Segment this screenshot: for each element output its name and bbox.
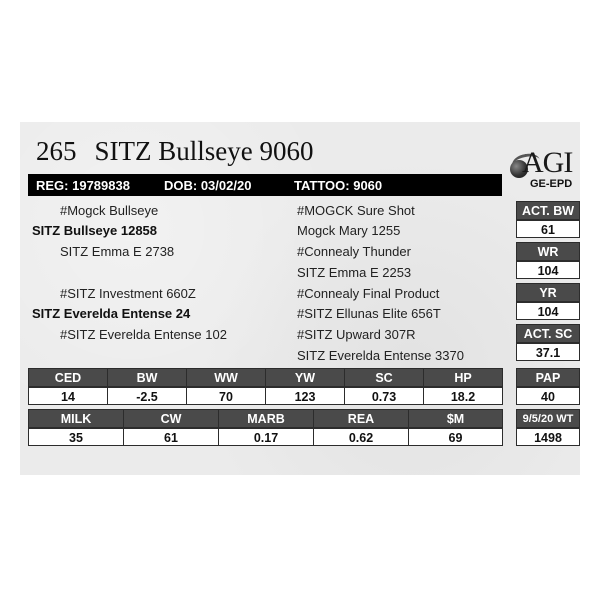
registration-bar (28, 174, 502, 196)
pedigree-dam-sire: SITZ Everelda Entense 24 (32, 306, 191, 321)
pedigree-dam-dam-sire-sire: #Connealy Final Product (297, 286, 440, 301)
pedigree-sire-dam-dam-sire: #Connealy Thunder (297, 244, 411, 259)
epd-value-dollar-m: 69 (408, 428, 503, 446)
epd-header-ww: WW (186, 368, 266, 387)
epd-value-bw: -2.5 (107, 387, 187, 405)
pedigree-sire-dam-sire: #MOGCK Sure Shot (297, 203, 415, 218)
logo-brand: AGI (522, 146, 573, 179)
epd-header-milk: MILK (28, 409, 124, 428)
date-of-birth: DOB: 03/02/20 (164, 178, 252, 193)
pedigree-dam-sire-dam: #SITZ Everelda Entense 102 (60, 327, 227, 342)
epd-value-milk: 35 (28, 428, 124, 446)
side-label-act-bw: ACT. BW (516, 201, 580, 220)
epd-value-hp: 18.2 (423, 387, 503, 405)
epd-header-rea: REA (313, 409, 409, 428)
side-label-pap: PAP (516, 368, 580, 387)
epd-value-cw: 61 (123, 428, 219, 446)
lot-title (36, 136, 313, 167)
pedigree-sire-dam-dam: SITZ Emma E 2253 (297, 265, 412, 280)
epd-header-sc: SC (344, 368, 424, 387)
side-value-wr: 104 (516, 261, 580, 279)
pedigree-dam-dam-sire: #SITZ Ellunas Elite 656T (297, 306, 441, 321)
side-label-act-sc: ACT. SC (516, 324, 580, 343)
epd-header-dollar-m: $M (408, 409, 503, 428)
side-value-weight: 1498 (516, 428, 580, 446)
side-value-pap: 40 (516, 387, 580, 405)
registration-number: REG: 19789838 (36, 178, 130, 193)
epd-value-ced: 14 (28, 387, 108, 405)
epd-header-ced: CED (28, 368, 108, 387)
epd-header-bw: BW (107, 368, 187, 387)
epd-value-yw: 123 (265, 387, 345, 405)
pedigree-dam-sire-sire: #SITZ Investment 660Z (60, 286, 196, 301)
epd-header-marb: MARB (218, 409, 314, 428)
side-value-act-bw: 61 (516, 220, 580, 238)
side-value-yr: 104 (516, 302, 580, 320)
agi-logo (508, 148, 580, 198)
lot-number: 265 (36, 136, 77, 166)
epd-value-marb: 0.17 (218, 428, 314, 446)
animal-name: SITZ Bullseye 9060 (94, 136, 314, 166)
epd-value-rea: 0.62 (313, 428, 409, 446)
epd-value-sc: 0.73 (344, 387, 424, 405)
pedigree-sire-sire-dam: SITZ Emma E 2738 (60, 244, 175, 259)
side-label-weight: 9/5/20 WT (516, 409, 580, 428)
side-label-yr: YR (516, 283, 580, 302)
epd-header-cw: CW (123, 409, 219, 428)
pedigree-dam-dam-dam-sire: #SITZ Upward 307R (297, 327, 416, 342)
tattoo: TATTOO: 9060 (294, 178, 383, 193)
side-label-wr: WR (516, 242, 580, 261)
pedigree-sire-dam-sire-dam: Mogck Mary 1255 (297, 223, 401, 238)
epd-header-hp: HP (423, 368, 503, 387)
epd-header-yw: YW (265, 368, 345, 387)
logo-subtitle: GE-EPD (530, 178, 573, 190)
pedigree-sire-sire: SITZ Bullseye 12858 (32, 223, 158, 238)
epd-value-ww: 70 (186, 387, 266, 405)
pedigree-dam-dam: SITZ Everelda Entense 3370 (297, 348, 464, 363)
side-value-act-sc: 37.1 (516, 343, 580, 361)
pedigree-sire-sire-sire: #Mogck Bullseye (60, 203, 159, 218)
